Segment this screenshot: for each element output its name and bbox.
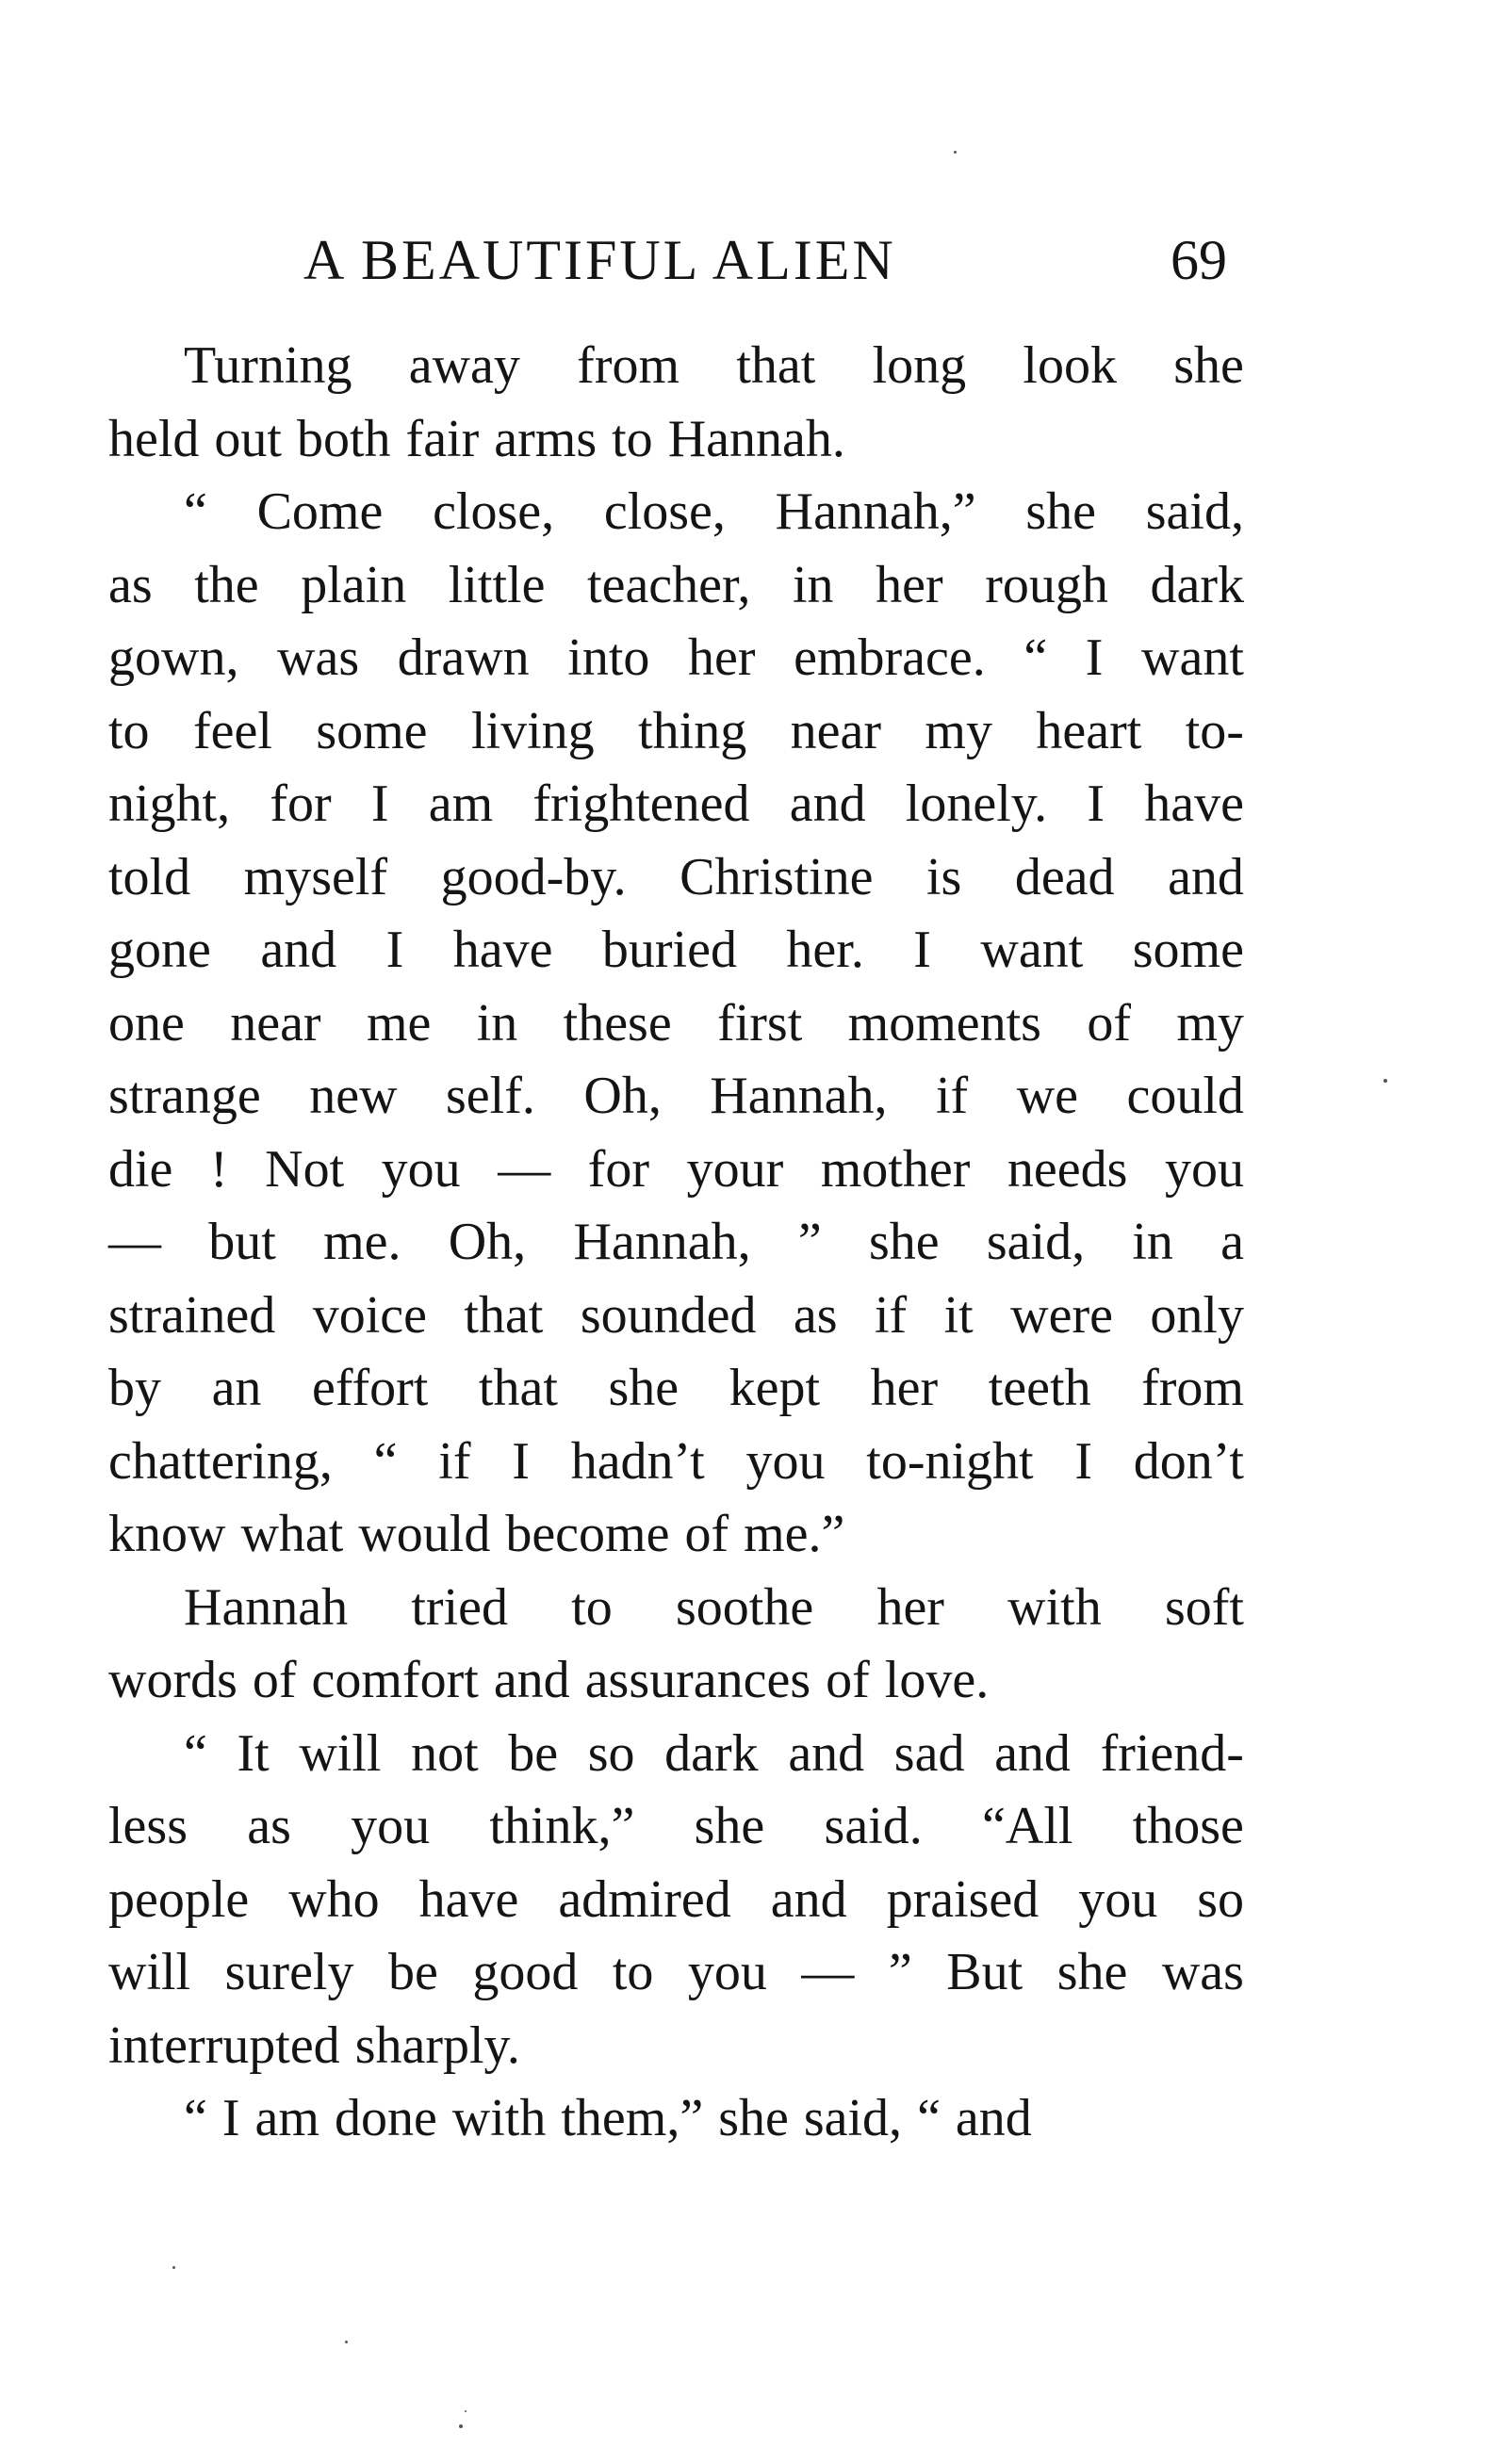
text-line: Hannah tried to soothe her with soft	[184, 1577, 1244, 1637]
paper-speck	[459, 2424, 463, 2428]
text-line: will surely be good to you — ” But she was	[108, 1943, 1244, 2001]
text-line: words of comfort and assurances of love.	[108, 1651, 990, 1709]
text-line: to feel some living thing near my heart to-	[108, 701, 1244, 760]
text-line: — but me. Oh, Hannah, ” she said, in a	[108, 1213, 1244, 1271]
text-line: strange new self. Oh, Hannah, if we could	[108, 1067, 1244, 1125]
paragraph	[108, 1572, 1244, 1718]
text-line: gown, was drawn into her embrace. “ I want	[108, 628, 1244, 687]
text-line: told myself good-by. Christine is dead and	[108, 847, 1244, 906]
text-line: by an effort that she kept her teeth from	[108, 1359, 1244, 1417]
paragraph	[108, 2082, 1244, 2156]
running-title: A BEAUTIFUL ALIEN	[303, 229, 896, 291]
text-line: die ! Not you — for your mother needs you	[108, 1139, 1244, 1199]
body-text	[108, 330, 1244, 2156]
text-line: Turning away from that long look she	[184, 336, 1244, 395]
running-head	[303, 222, 1246, 298]
paper-speck	[345, 2341, 348, 2343]
text-line: held out both fair arms to Hannah.	[108, 409, 845, 468]
text-line: chattering, “ if I hadn’t you to-night I don’t	[108, 1431, 1244, 1491]
paragraph	[108, 1718, 1244, 2083]
paper-speck	[465, 2410, 467, 2412]
text-line: as the plain little teacher, in her rough dark	[108, 555, 1244, 614]
text-line: “ I am done with them,” she said, “ and	[184, 2089, 1032, 2147]
paragraph	[108, 476, 1244, 1572]
text-line: gone and I have buried her. I want some	[108, 921, 1244, 979]
paper-speck	[1384, 1079, 1387, 1083]
text-line: less as you think,” she said. “All those	[108, 1797, 1244, 1855]
text-line: strained voice that sounded as if it were only	[108, 1285, 1244, 1345]
paper-speck	[172, 2266, 175, 2269]
paragraph	[108, 330, 1244, 476]
text-line: “ Come close, close, Hannah,” she said,	[184, 482, 1244, 541]
text-line: people who have admired and praised you so	[108, 1869, 1244, 1929]
text-line: one near me in these first moments of my	[108, 993, 1244, 1053]
text-line: know what would become of me.”	[108, 1505, 845, 1563]
paper-speck	[954, 151, 957, 154]
text-line: interrupted sharply.	[108, 2015, 520, 2075]
text-line: night, for I am frightened and lonely. I have	[108, 775, 1244, 833]
page-number: 69	[1171, 229, 1227, 291]
text-line: “ It will not be so dark and sad and friend-	[184, 1723, 1244, 1783]
